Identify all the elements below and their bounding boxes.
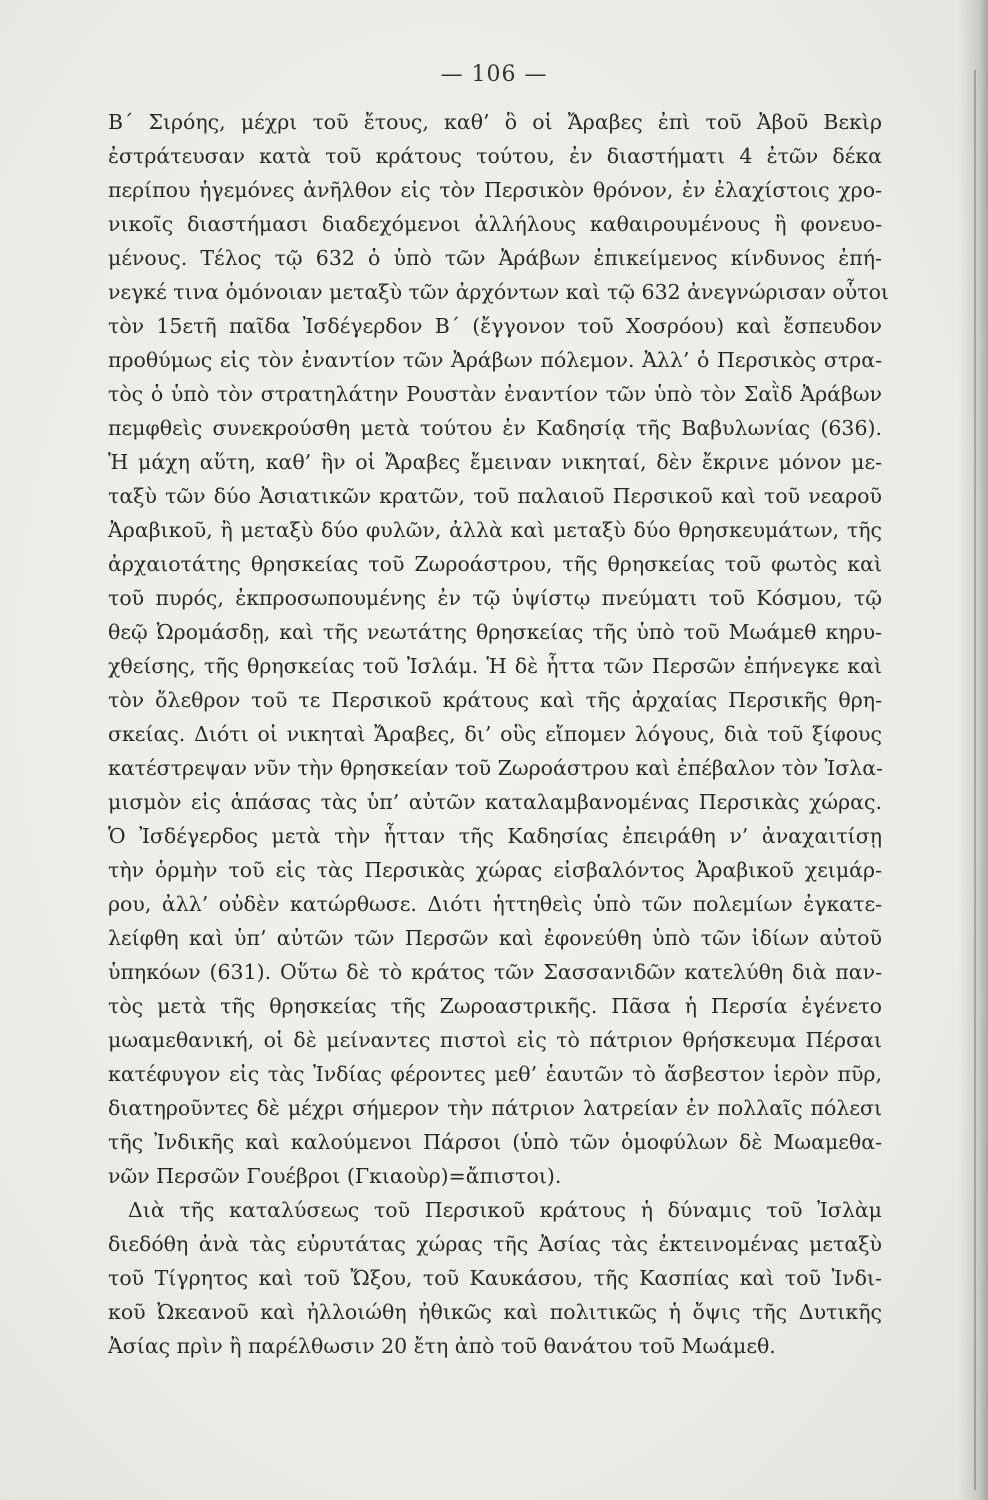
text-line: κατέφυγον εἰς τὰς Ἰνδίας φέροντες μεθ’ ἑαυτῶν τὸ ἄσβεστον ἱερὸν πῦρ,: [108, 1062, 882, 1086]
text-line: Β΄ Σιρόης, μέχρι τοῦ ἔτους, καθ’ ὃ οἱ Ἄραβες ἐπὶ τοῦ Ἀβοῦ Βεκὶρ: [108, 110, 882, 134]
text-line: λείφθη καὶ ὑπ’ αὐτῶν τῶν Περσῶν καὶ ἐφονεύθη ὑπὸ τῶν ἰδίων αὐτοῦ: [108, 926, 882, 950]
text-line: προθύμως εἰς τὸν ἐναντίον τῶν Ἀράβων πόλεμον. Ἀλλ’ ὁ Περσικὸς στρα-: [108, 348, 882, 372]
text-line: τὸς μετὰ τῆς θρησκείας τῆς Ζωροαστρικῆς. Πᾶσα ἡ Περσία ἐγένετο: [108, 994, 882, 1018]
text-line: νῶν Περσῶν Γουέβροι (Γκιαοὺρ)=ἄπιστοι).: [108, 1164, 562, 1188]
text-line: τὸς ὁ ὑπὸ τὸν στρατηλάτην Ρουστὰν ἐναντίον τῶν ὑπὸ τὸν Σαῒδ Ἀράβων: [108, 382, 882, 406]
page-edge-shadow: [958, 0, 988, 1500]
text-line: ρου, ἀλλ’ οὐδὲν κατώρθωσε. Διότι ἡττηθεὶς ὑπὸ τῶν πολεμίων ἐγκατε-: [108, 892, 882, 916]
text-line: χθείσης, τῆς θρησκείας τοῦ Ἰσλάμ. Ἡ δὲ ἧττα τῶν Περσῶν ἐπήνεγκε καὶ: [108, 654, 882, 678]
page-number: — 106 —: [440, 62, 548, 87]
text-line: νεγκέ τινα ὁμόνοιαν μεταξὺ τῶν ἀρχόντων καὶ τῷ 632 ἀνεγνώρισαν οὗτοι: [108, 280, 889, 304]
text-line: κοῦ Ὠκεανοῦ καὶ ἠλλοιώθη ἠθικῶς καὶ πολιτικῶς ἡ ὄψις τῆς Δυτικῆς: [108, 1300, 882, 1324]
text-line: ἐστράτευσαν κατὰ τοῦ κράτους τούτου, ἐν διαστήματι 4 ἐτῶν δέκα: [108, 144, 882, 168]
text-line: Ὁ Ἰσδέγερδος μετὰ τὴν ἧτταν τῆς Καδησίας ἐπειράθη ν’ ἀναχαιτίσῃ: [108, 824, 882, 848]
text-line: Ἡ μάχη αὕτη, καθ’ ἣν οἱ Ἄραβες ἔμειναν νικηταί, δὲν ἔκρινε μόνον με-: [108, 450, 882, 474]
text-line: τοῦ Τίγρητος καὶ τοῦ Ὤξου, τοῦ Καυκάσου, τῆς Κασπίας καὶ τοῦ Ἰνδι-: [108, 1266, 882, 1290]
text-line: Διὰ τῆς καταλύσεως τοῦ Περσικοῦ κράτους ἡ δύναμις τοῦ Ἰσλὰμ: [128, 1198, 882, 1222]
text-line: τὸν ὄλεθρον τοῦ τε Περσικοῦ κράτους καὶ τῆς ἀρχαίας Περσικῆς θρη-: [108, 688, 882, 712]
text-line: τὴν ὁρμὴν τοῦ εἰς τὰς Περσικὰς χώρας εἰσβαλόντος Ἀραβικοῦ χειμάρ-: [108, 858, 882, 882]
text-line: περίπου ἡγεμόνες ἀνῆλθον εἰς τὸν Περσικὸν θρόνον, ἐν ἐλαχίστοις χρο-: [108, 178, 882, 202]
text-line: κατέστρεψαν νῦν τὴν θρησκείαν τοῦ Ζωροάστρου καὶ ἐπέβαλον τὸν Ἰσλα-: [108, 756, 883, 780]
text-line: μισμὸν εἰς ἁπάσας τὰς ὑπ’ αὐτῶν καταλαμβανομένας Περσικὰς χώρας.: [108, 790, 882, 814]
body-text: [108, 105, 889, 1363]
text-line: ἀρχαιοτάτης θρησκείας τοῦ Ζωροάστρου, τῆς θρησκείας τοῦ φωτὸς καὶ: [108, 552, 882, 576]
text-line: θεῷ Ὠρομάσδῃ, καὶ τῆς νεωτάτης θρησκείας τῆς ὑπὸ τοῦ Μωάμεθ κηρυ-: [108, 620, 882, 644]
text-line: διεδόθη ἀνὰ τὰς εὐρυτάτας χώρας τῆς Ἀσίας τὰς ἐκτεινομένας μεταξὺ: [108, 1232, 882, 1256]
text-line: πεμφθεὶς συνεκρούσθη μετὰ τούτου ἐν Καδησίᾳ τῆς Βαβυλωνίας (636).: [108, 416, 882, 440]
text-line: μωαμεθανική, οἱ δὲ μείναντες πιστοὶ εἰς τὸ πάτριον θρήσκευμα Πέρσαι: [108, 1028, 882, 1052]
text-line: διατηροῦντες δὲ μέχρι σήμερον τὴν πάτριον λατρείαν ἐν πολλαῖς πόλεσι: [108, 1096, 882, 1120]
text-line: τὸν 15ετῆ παῖδα Ἰσδέγερδον Β΄ (ἔγγονον τοῦ Χοσρόου) καὶ ἔσπευδον: [108, 314, 882, 338]
text-line: ταξὺ τῶν δύο Ἀσιατικῶν κρατῶν, τοῦ παλαιοῦ Περσικοῦ καὶ τοῦ νεαροῦ: [108, 484, 882, 508]
text-line: ὑπηκόων (631). Οὕτω δὲ τὸ κράτος τῶν Σασσανιδῶν κατελύθη διὰ παν-: [108, 960, 882, 984]
text-line: νικοῖς διαστήμασι διαδεχόμενοι ἀλλήλους καθαιρουμένους ἢ φονευο-: [108, 212, 882, 236]
text-line: μένους. Τέλος τῷ 632 ὁ ὑπὸ τῶν Ἀράβων ἐπικείμενος κίνδυνος ἐπή-: [108, 246, 882, 270]
text-line: Ἀσίας πρὶν ἢ παρέλθωσιν 20 ἔτη ἀπὸ τοῦ θανάτου τοῦ Μωάμεθ.: [108, 1334, 776, 1358]
page-edge-line: [974, 70, 976, 1490]
text-line: τοῦ πυρός, ἐκπροσωπουμένης ἐν τῷ ὑψίστῳ πνεύματι τοῦ Κόσμου, τῷ: [108, 586, 882, 610]
text-line: τῆς Ἰνδικῆς καὶ καλούμενοι Πάρσοι (ὑπὸ τῶν ὁμοφύλων δὲ Μωαμεθα-: [108, 1130, 882, 1154]
text-line: σκείας. Διότι οἱ νικηταὶ Ἄραβες, δι’ οὓς εἴπομεν λόγους, διὰ τοῦ ξίφους: [108, 722, 882, 746]
text-line: Ἀραβικοῦ, ἢ μεταξὺ δύο φυλῶν, ἀλλὰ καὶ μεταξὺ δύο θρησκευμάτων, τῆς: [108, 518, 882, 542]
